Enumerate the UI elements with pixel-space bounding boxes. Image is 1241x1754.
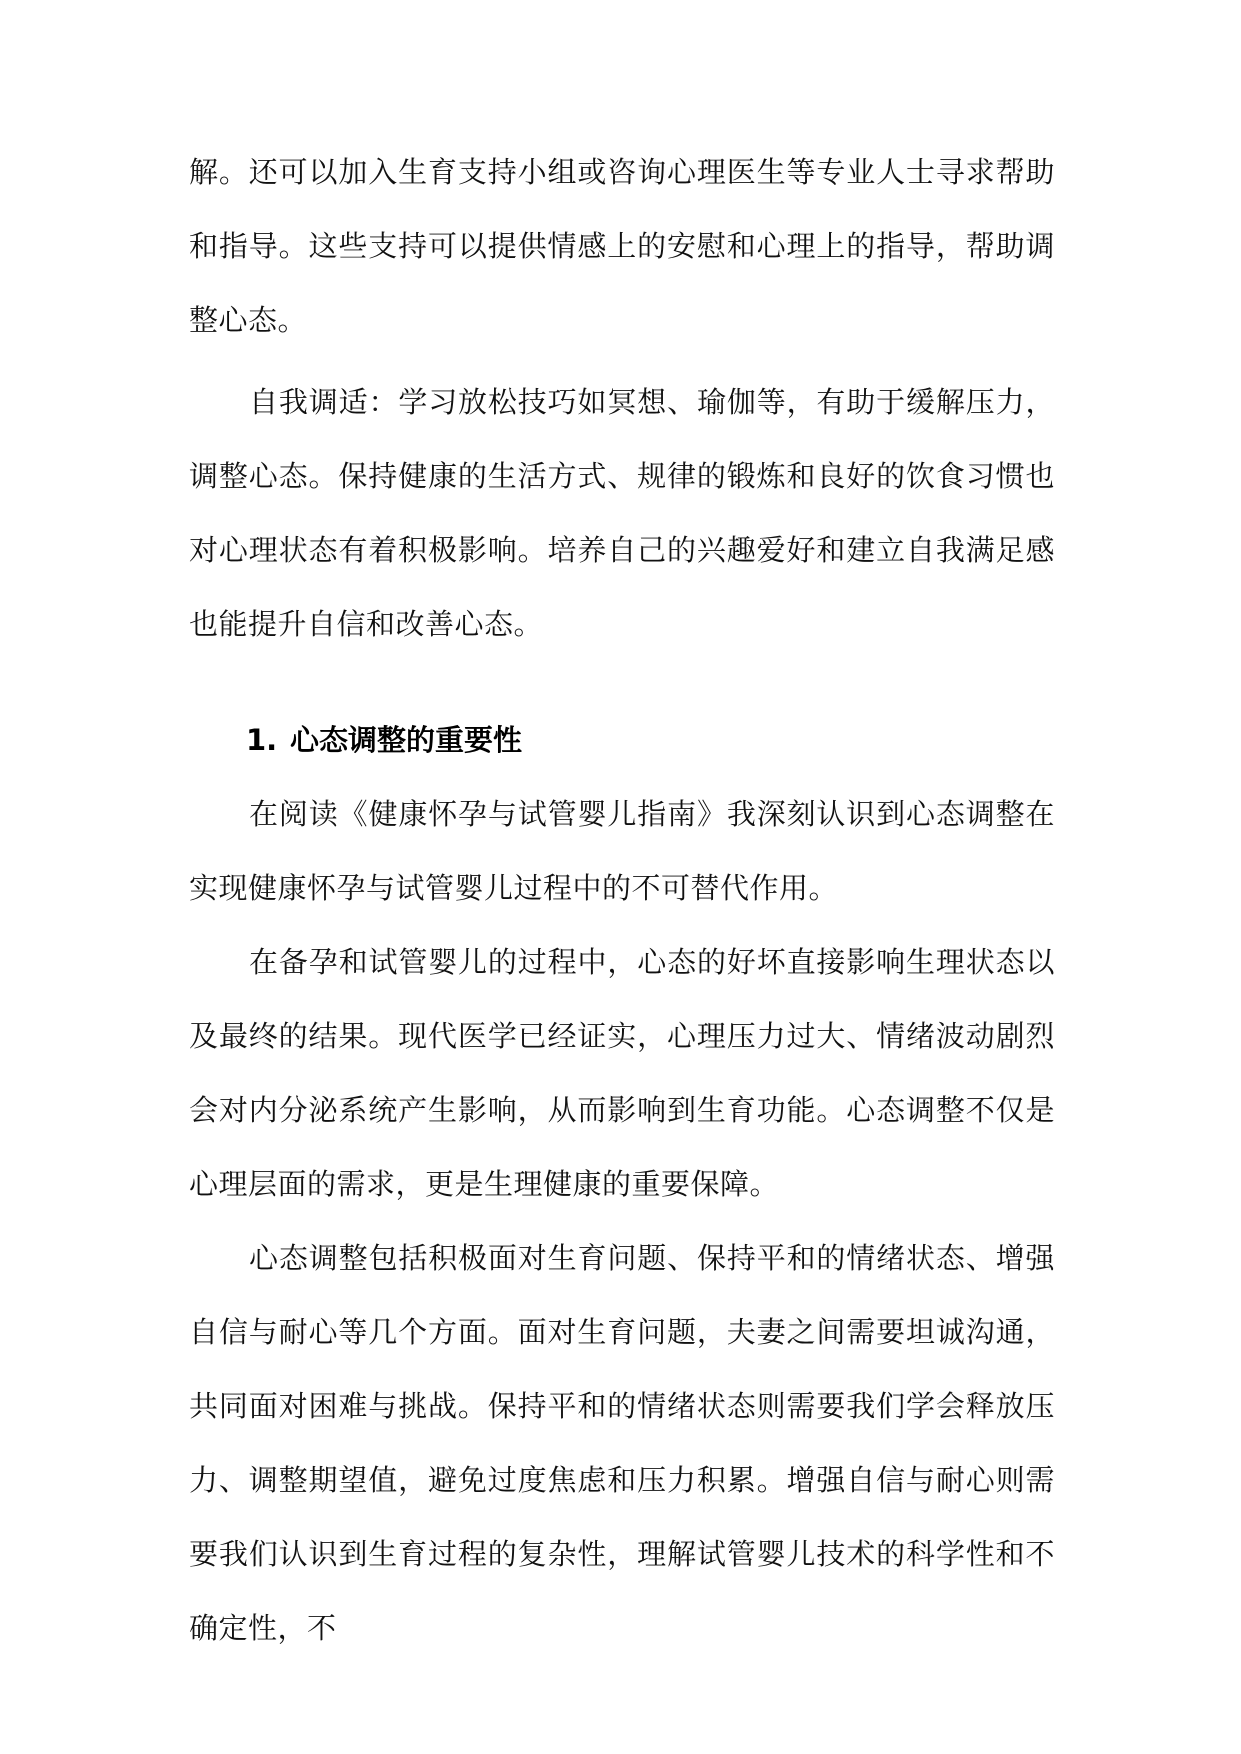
- section-heading: [189, 703, 1055, 777]
- paragraph-continuation: 解。还可以加入生育支持小组或咨询心理医生等专业人士寻求帮助和指导。这些支持可以提供情感上的安慰和心理上的指导，帮助调整心态。: [189, 155, 1055, 337]
- paragraph-reading-insight: 在阅读《健康怀孕与试管婴儿指南》我深刻认识到心态调整在实现健康怀孕与试管婴儿过程中的不可替代作用。: [189, 797, 1055, 905]
- paragraph-self-adjustment: 自我调适：学习放松技巧如冥想、瑜伽等，有助于缓解压力，调整心态。保持健康的生活方式、规律的锻炼和良好的饮食习惯也对心理状态有着积极影响。培养自己的兴趣爱好和建立自我满足感也能提升自信和改善心态。: [189, 385, 1055, 641]
- document-body: [189, 135, 1055, 1665]
- paragraph-mindset-aspects: 心态调整包括积极面对生育问题、保持平和的情绪状态、增强自信与耐心等几个方面。面对生育问题，夫妻之间需要坦诚沟通，共同面对困难与挑战。保持平和的情绪状态则需要我们学会释放压力、调整期望值，避免过度焦虑和压力积累。增强自信与耐心则需要我们认识到生育过程的复杂性，理解试管婴儿技术的科学性和不确定性，不: [189, 1241, 1055, 1645]
- paragraph-mindset-impact: 在备孕和试管婴儿的过程中，心态的好坏直接影响生理状态以及最终的结果。现代医学已经证实，心理压力过大、情绪波动剧烈会对内分泌系统产生影响，从而影响到生育功能。心态调整不仅是心理层面的需求，更是生理健康的重要保障。: [189, 945, 1055, 1201]
- section-title: 心态调整的重要性: [290, 723, 523, 757]
- section-number: 1.: [246, 723, 278, 757]
